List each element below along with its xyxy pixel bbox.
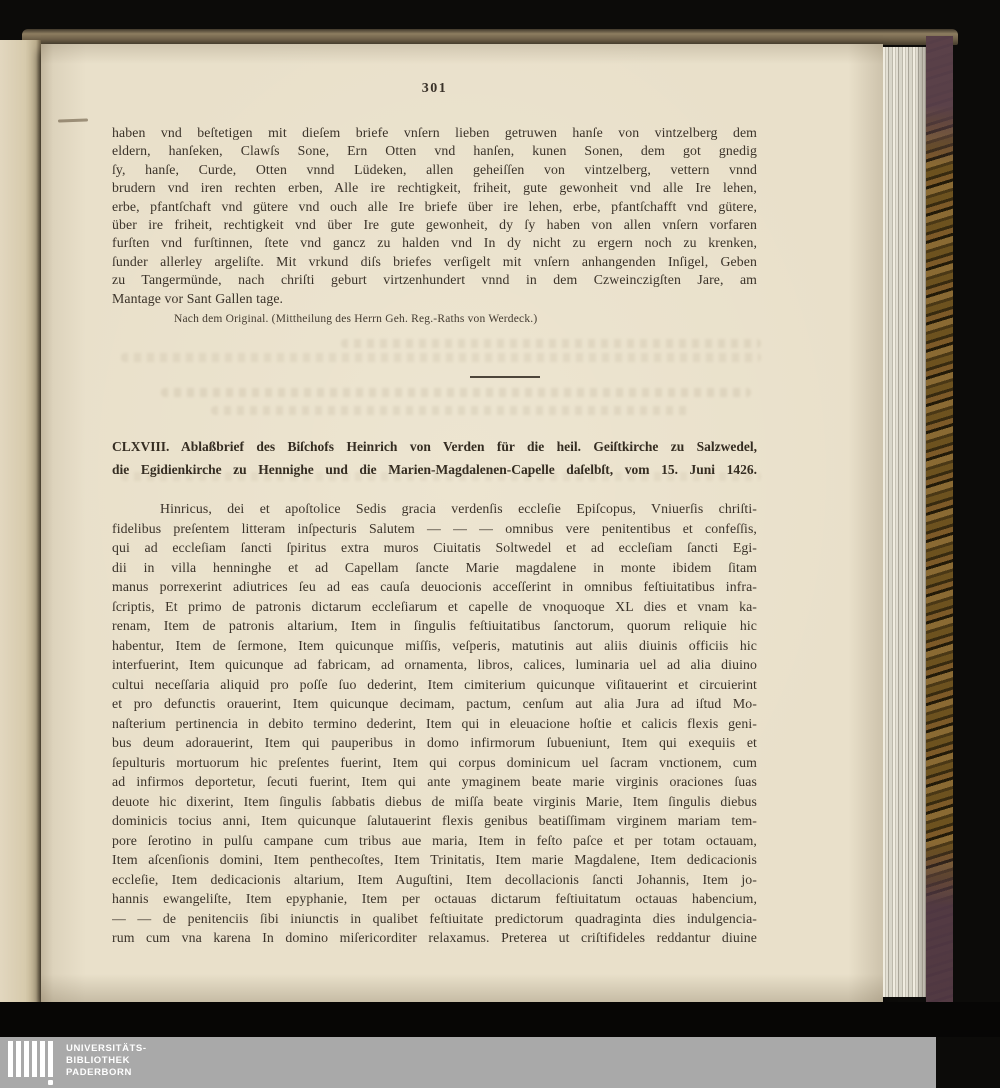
text-line: et pro defunctis orauerint, Item quicunque decimam, pactum, cenſum aut alia Jura ad iſtud Mo- <box>112 696 757 711</box>
text-line: bus deum adorauerint, Item qui pauperibus in domo infirmorum ſubueniunt, Item qui exequiis et <box>112 735 757 750</box>
text-line: furſten vnd furſtinnen, ſtete vnd gancz zu halden vnd In dy nicht zu ergern noch zu krenken, <box>112 235 757 251</box>
heading-line: CLXVIII. Ablaßbrief des Biſchofs Heinrich von Verden für die heil. Geiſtkirche zu Salzwedel, <box>112 439 757 454</box>
continuation-paragraph <box>112 124 757 308</box>
text-line: haben vnd beſtetigen mit dieſem briefe vnſern lieben getruwen hanſe von vintzelberg dem <box>112 125 757 140</box>
text-line: interfuerint, Item quicunque ad fabricam, ad ornamenta, libros, calices, luminaria uel ad alia diuino <box>112 657 757 672</box>
text-line: manus porrexerint adiutrices ſeu ad eas cauſa deuocionis acceſſerint in omnibus feſtiuitatibus infra- <box>112 579 757 594</box>
charter-body-paragraph <box>112 499 757 948</box>
text-line: fidelibus preſentem litteram inſpecturis Salutem — — — omnibus vere penitentibus et confeſſis, <box>112 520 757 536</box>
logo-bars-icon <box>8 1041 59 1085</box>
text-line: dominicis tocius anni, Item quicunque ſalutauerint flexis genibus beatiſſimam virginem mariam tem- <box>112 813 757 828</box>
text-line: ſepulturis mortuorum hic preſentes fuerint, Item qui corpus dominicum uel ſacram vnctionem, cum <box>112 754 757 770</box>
text-line: cultui neceſſaria aliquid pro poſſe ſuo dederint, Item cimiterium quicunque viſitauerint et circuierint <box>112 676 757 692</box>
text-line: Item aſcenſionis domini, Item penthecoſtes, Item Trinitatis, Item marie Magdalene, Item dedicacionis <box>112 852 757 867</box>
ub-paderborn-logo <box>8 1041 147 1085</box>
text-line: rum cum vna karena In domino miſericorditer relaxamus. Preterea ut criſtifideles reddantur diuine <box>112 930 757 945</box>
library-name-line: BIBLIOTHEK <box>66 1055 131 1066</box>
library-name-line: PADERBORN <box>66 1067 132 1078</box>
bleed-through-texture <box>211 406 691 415</box>
text-line: Hinricus, dei et apoſtolice Sedis gracia verdenſis eccleſie Epiſcopus, Vniuerſis chriſti- <box>160 501 757 516</box>
text-line: dii in villa henninghe et ad Capellam ſancte Marie magdalene in monte ibidem ſitam <box>112 559 757 575</box>
text-line: Mantage vor Sant Gallen tage. <box>112 290 284 306</box>
page-block-edges <box>883 47 926 997</box>
bleed-through-texture <box>161 388 751 397</box>
charter-heading <box>112 435 757 481</box>
source-note: Nach dem Original. (Mittheilung des Herrn Geh. Reg.-Raths von Werdeck.) <box>174 313 538 325</box>
text-line: habentur, Item de ſermone, Item quicunque miſſis, veſperis, matutinis aut aliis diuinis officiis hic <box>112 637 757 653</box>
page-number: 301 <box>421 81 448 96</box>
facing-page-edge <box>0 40 41 1008</box>
text-line: renam, Item de patronis altarium, Item in ſingulis feſtiuitatibus ſanctorum, quorum reliquie hic <box>112 618 757 633</box>
marbled-book-cover <box>926 36 953 1002</box>
text-line: deuote hic dixerint, Item ſingulis ſabbatis diebus de miſſa beate virginis Marie, Item ſingulis diebus <box>112 793 757 809</box>
library-name-line: UNIVERSITÄTS- <box>66 1043 147 1054</box>
text-line: brudern vnd iren rechten erben, Alle ire rechtigkeit, friheit, gute gewonheit vnd alle Ire lehen, <box>112 180 757 196</box>
text-line: pore ſerotino in pulſu campane cum tribus aue maria, Item in feſto paſce et per totam octauam, <box>112 832 757 848</box>
bleed-through-texture <box>341 339 761 348</box>
book-top-edge <box>22 29 958 45</box>
text-line: zu Tangermünde, nach chriſti geburt virtzenhundert vnnd in dem Czweinczigſten Jare, am <box>112 272 757 288</box>
text-line: eldern, hanſeken, Clawſs Sone, Ern Otten vnd hanſen, kunen Sonen, dem got gnedig <box>112 143 757 159</box>
text-line: erbe, pfantſchaft vnd gütere vnd ouch alle Ire briefe über ire lehen, erbe, pfantſchafft vnd gütere, <box>112 198 757 214</box>
text-line: — — de penitenciis ſibi iniunctis in qualibet feſtiuitate predictorum quadraginta dies indulgencia- <box>112 910 757 926</box>
text-line: ſy, hanſe, Curde, Otten vnnd Lüdeken, allen geheiſſen von vintzelberg, vettern vnnd <box>112 161 757 177</box>
bleed-through-texture <box>121 353 761 362</box>
text-line: ad infirmos deportetur, ſecuti fuerint, Item qui ante ymaginem beate marie virginis oraciones ſuas <box>112 774 757 789</box>
text-line: qui ad eccleſiam ſancti ſpiritus extra muros Ciuitatis Soltwedel et ad eccleſiam ſancti Egi- <box>112 540 757 555</box>
text-line: ſunder allerley argeliſte. Mit vrkund diſs briefes verſigelt mit vnſern anhangenden Inſigel, Geben <box>112 253 757 269</box>
text-line: eccleſie, Item dedicacionis altarium, Item Auguſtini, Item decollacionis ſancti Johannis, Item jo- <box>112 871 757 887</box>
book-page <box>41 44 883 1002</box>
text-line: hannis ewangeliſte, Item epyphanie, Item per octauas dictarum feſtiuitatum octauas habencium, <box>112 891 757 906</box>
photo-background <box>0 1002 1000 1037</box>
text-line: ſcriptis, Et primo de patronis dictarum eccleſiarum et capelle de vnoquoque XL dies et vnam ka- <box>112 598 757 614</box>
library-footer-bar <box>0 1037 936 1088</box>
ink-smudge <box>58 118 88 122</box>
text-line: naſterium pertinencia in debito termino dederint, Item qui in eleuacione hoſtie et calicis flexis geni- <box>112 715 757 731</box>
heading-line: die Egidienkirche zu Hennighe und die Marien-Magdalenen-Capelle daſelbſt, vom 15. Juni 1426. <box>112 462 757 477</box>
text-line: über ire friheit, rechtigkeit vnd über Ire gute gewonheit, dy ſy haben von allen vnſern vorfaren <box>112 217 757 233</box>
section-divider-rule <box>470 376 540 378</box>
library-name <box>66 1041 147 1085</box>
